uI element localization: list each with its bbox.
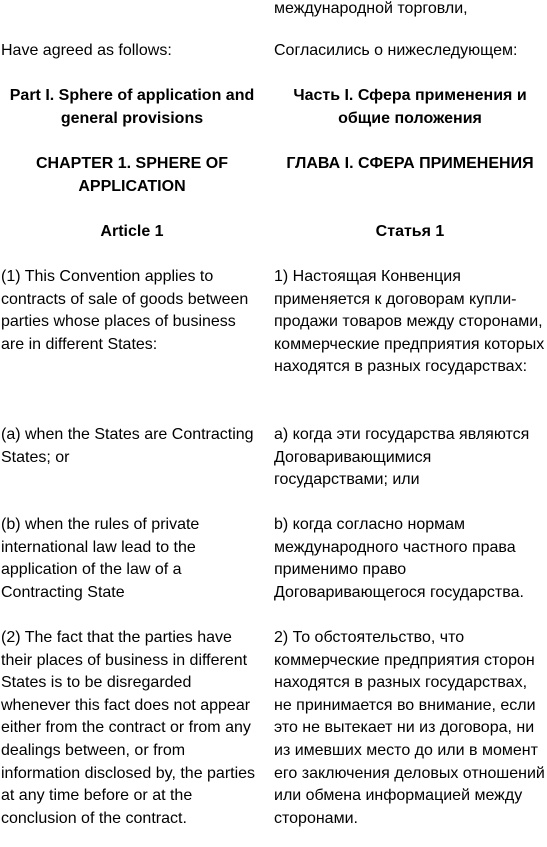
ru-paragraph-2: 2) То обстоятельство, что коммерческие предприятия сторон находятся в разных государствах, не принимается во внимание, если это не вытекает ни из договора, ни из имевших место до или в момент его заключения деловых отношений или обмена информацией между сторонами.: [274, 629, 545, 827]
ru-chapter-heading: ГЛАВА I. СФЕРА ПРИМЕНЕНИЯ: [286, 155, 534, 172]
ru-paragraph-1a: a) когда эти государства являются Договаривающимися государствами; или: [274, 426, 530, 489]
ru-part-heading: Часть I. Сфера применения и общие положения: [293, 87, 527, 127]
ru-carryover-line: международной торговли,: [274, 0, 468, 17]
en-paragraph-1a: (a) when the States are Contracting States; or: [1, 426, 254, 466]
en-paragraph-1: (1) This Convention applies to contracts of sale of goods between parties whose places of business are in different States:: [1, 268, 249, 353]
ru-preamble: Согласились о нижеследующем:: [274, 42, 518, 59]
en-paragraph-1b: (b) when the rules of private international law lead to the application of the law of a Contracting State: [1, 516, 200, 601]
en-chapter-heading: CHAPTER 1. SPHERE OF APPLICATION: [35, 155, 229, 195]
en-article-heading: Article 1: [100, 223, 164, 240]
en-preamble: Have agreed as follows:: [1, 42, 172, 59]
en-paragraph-2: (2) The fact that the parties have their places of business in different States is to be disregarded whenever this fact does not appear either from the contract or from any dealings between, or from information disclosed by, the parties at any time before or at the conclusion of the contract.: [1, 629, 256, 827]
en-part-heading: Part I. Sphere of application and general provisions: [9, 87, 255, 127]
ru-article-heading: Статья 1: [375, 223, 445, 240]
ru-paragraph-1b: b) когда согласно нормам международного частного права применимо право Договаривающегося государства.: [274, 516, 524, 601]
ru-paragraph-1: 1) Настоящая Конвенция применяется к договорам купли-продажи товаров между сторонами, коммерческие предприятия которых находятся в разных государствах:: [274, 268, 545, 376]
